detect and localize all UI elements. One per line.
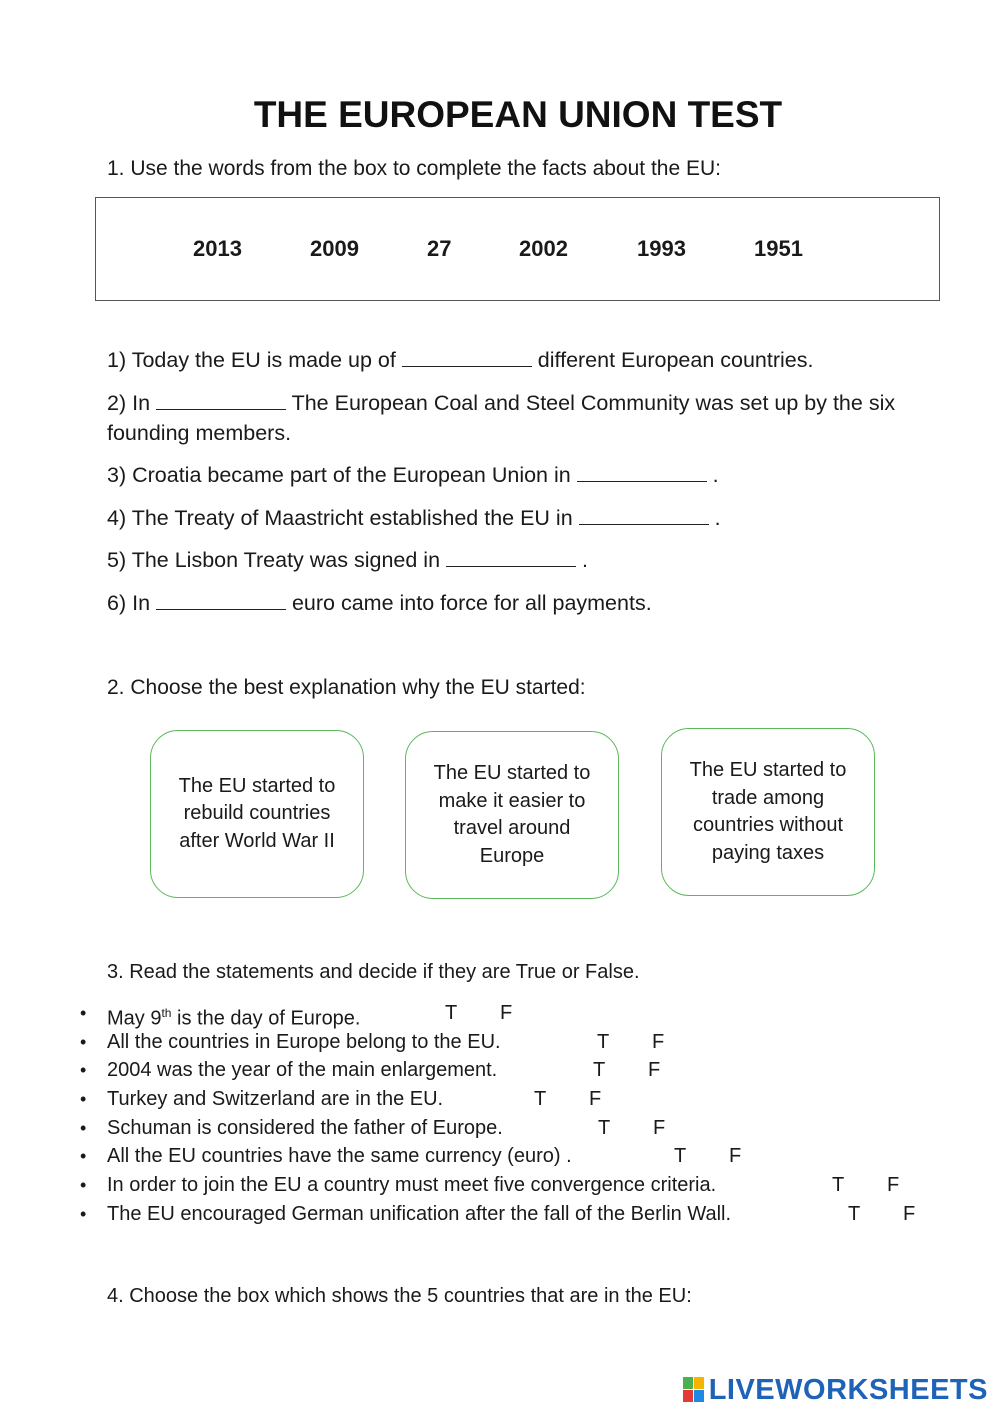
statement-text: The EU encouraged German unification after the fall of the Berlin Wall. — [107, 1203, 732, 1225]
true-option[interactable]: T — [445, 1002, 458, 1024]
question-4-prompt: 4. Choose the box which shows the 5 countries that are in the EU: — [107, 1285, 692, 1307]
false-option[interactable]: F — [652, 1031, 665, 1053]
fill-item-1 — [107, 345, 907, 375]
word-bank-item: 2002 — [519, 236, 568, 261]
question-2-prompt: 2. Choose the best explanation why the EU started: — [107, 676, 586, 699]
bullet-icon: • — [80, 1089, 87, 1109]
statement-text: 2004 was the year of the main enlargement. — [107, 1059, 498, 1081]
bullet-icon: • — [80, 1003, 87, 1023]
false-option[interactable]: F — [653, 1117, 666, 1139]
bullet-icon: • — [80, 1204, 87, 1224]
true-option[interactable]: T — [848, 1203, 861, 1225]
liveworksheets-logo-icon — [683, 1377, 705, 1403]
false-option[interactable]: F — [500, 1002, 513, 1024]
statement-text-part: May 9 — [107, 1007, 162, 1030]
fill-item-text: . — [576, 548, 588, 572]
true-option[interactable]: T — [674, 1145, 687, 1167]
true-option[interactable]: T — [534, 1088, 547, 1110]
option-text: The EU started to rebuild countries after World War II — [178, 774, 336, 852]
explanation-option-3[interactable] — [661, 728, 875, 896]
statement-text: All the EU countries have the same currency (euro) . — [107, 1145, 572, 1167]
true-option[interactable]: T — [832, 1174, 845, 1196]
true-false-list — [80, 999, 960, 1239]
logo-text: LIVEWORKSHEETS — [708, 1373, 988, 1406]
statement-superscript: th — [161, 1006, 172, 1020]
word-bank-item: 1993 — [637, 236, 686, 261]
bullet-icon: • — [80, 1175, 87, 1195]
answer-blank[interactable] — [579, 504, 709, 525]
false-option[interactable]: F — [729, 1145, 742, 1167]
bullet-icon: • — [80, 1060, 87, 1080]
option-text: The EU started to trade among countries without paying taxes — [689, 759, 847, 864]
fill-item-text: . — [708, 506, 721, 530]
word-bank-item: 1951 — [754, 236, 803, 261]
false-option[interactable]: F — [903, 1203, 916, 1225]
explanation-option-1[interactable] — [150, 730, 364, 898]
word-bank-item: 2013 — [193, 236, 242, 261]
word-bank-item: 2009 — [310, 236, 359, 261]
fill-item-text: 5) The Lisbon Treaty was signed in — [107, 548, 447, 572]
liveworksheets-logo — [683, 1375, 988, 1405]
bullet-icon: • — [80, 1118, 87, 1138]
fill-item-3 — [107, 460, 907, 490]
fill-item-text: . — [706, 463, 719, 487]
fill-item-text: euro came into force for all payments. — [286, 591, 652, 615]
bullet-icon: • — [80, 1032, 87, 1052]
fill-item-5 — [107, 545, 907, 575]
fill-item-text: 2) In — [107, 391, 156, 415]
statement-text: All the countries in Europe belong to the EU. — [107, 1031, 501, 1053]
fill-item-text: 1) Today the EU is made up of — [107, 348, 402, 372]
bullet-icon: • — [80, 1146, 87, 1166]
fill-item-2 — [107, 388, 907, 448]
page-title: THE EUROPEAN UNION TEST — [253, 94, 783, 135]
true-option[interactable]: T — [598, 1117, 611, 1139]
word-bank-item: 27 — [427, 236, 452, 261]
statement-text: Turkey and Switzerland are in the EU. — [107, 1088, 444, 1110]
fill-item-text: 6) In — [107, 591, 156, 615]
statement-text-part: is the day of Europe. — [171, 1007, 361, 1030]
false-option[interactable]: F — [648, 1059, 661, 1081]
option-text: The EU started to make it easier to travel around Europe — [433, 762, 591, 867]
statement-text: Schuman is considered the father of Europe. — [107, 1117, 503, 1139]
fill-item-text: The European Coal and Steel Community was set up by the six founding members. — [107, 391, 896, 445]
fill-item-text: 4) The Treaty of Maastricht established the EU in — [107, 506, 579, 530]
answer-blank[interactable] — [156, 589, 286, 610]
explanation-option-2[interactable] — [405, 731, 619, 899]
answer-blank[interactable] — [402, 346, 532, 367]
answer-blank[interactable] — [156, 389, 286, 410]
question-3-prompt: 3. Read the statements and decide if they are True or False. — [107, 961, 640, 983]
false-option[interactable]: F — [887, 1174, 900, 1196]
true-option[interactable]: T — [597, 1031, 610, 1053]
fill-item-4 — [107, 503, 907, 533]
answer-blank[interactable] — [577, 461, 707, 482]
false-option[interactable]: F — [589, 1088, 602, 1110]
fill-item-text: 3) Croatia became part of the European Union in — [107, 463, 577, 487]
question-1-prompt: 1. Use the words from the box to complete the facts about the EU: — [107, 157, 721, 180]
answer-blank[interactable] — [446, 546, 576, 567]
fill-item-text: different European countries. — [531, 348, 814, 372]
statement-text: In order to join the EU a country must meet five convergence criteria. — [107, 1174, 717, 1196]
fill-item-6 — [107, 588, 907, 618]
true-option[interactable]: T — [593, 1059, 606, 1081]
